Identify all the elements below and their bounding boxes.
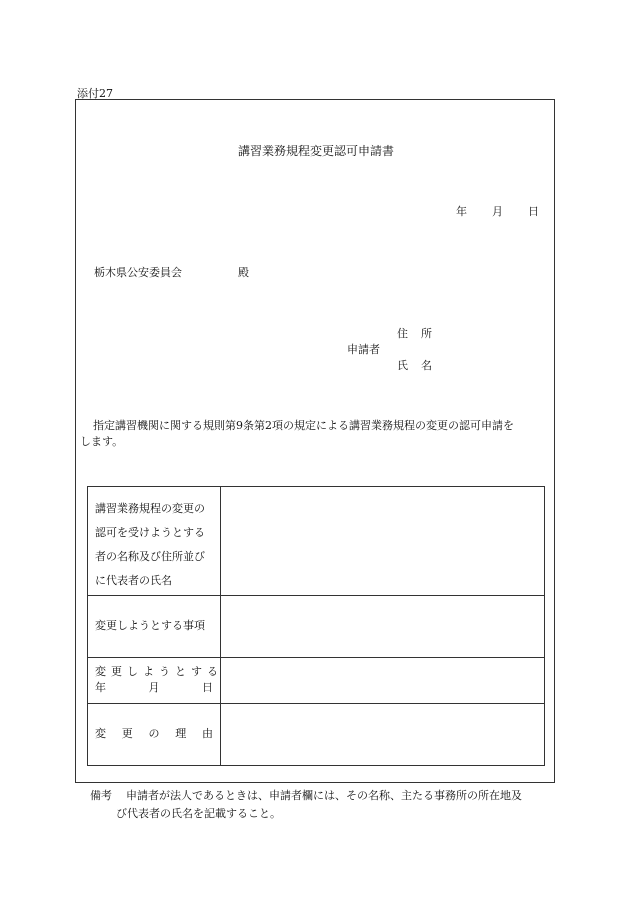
note-line2: び代表者の氏名を記載すること。 <box>116 807 281 820</box>
row4-char4: 理 <box>175 727 187 740</box>
addressee: 栃木県公安委員会 <box>94 266 182 279</box>
applicant-label: 申請者 <box>347 343 380 356</box>
body-text-line2: します。 <box>80 435 124 448</box>
row4-label <box>95 723 213 745</box>
address-label-char1: 住 <box>397 327 408 340</box>
row4-char2: 更 <box>121 727 133 740</box>
month-label: 月 <box>492 205 503 218</box>
year-label: 年 <box>456 205 467 218</box>
day-label: 日 <box>528 205 539 218</box>
row4-char3: の <box>148 727 160 740</box>
row1-label-line2: 認可を受けようとする <box>95 526 205 539</box>
row2-label: 変更しようとする事項 <box>95 619 205 632</box>
note-label: 備考 <box>90 789 112 802</box>
row1-label-line4: に代表者の氏名 <box>95 574 172 587</box>
address-label-char2: 所 <box>421 327 432 340</box>
name-label-char1: 氏 <box>397 359 408 372</box>
table-row-divider <box>88 703 544 704</box>
row4-char1: 変 <box>95 727 106 740</box>
body-text-line1: 指定講習機関に関する規則第9条第2項の規定による講習業務規程の変更の認可申請を <box>93 419 514 432</box>
note-line1: 申請者が法人であるときは、申請者欄には、その名称、主たる事務所の所在地及 <box>126 789 522 802</box>
row3-label-line2 <box>95 677 213 699</box>
attachment-label: 添付27 <box>77 87 113 100</box>
row3-label-line1: 変更しようとする <box>95 665 223 678</box>
row1-label-line3: 者の名称及び住所並び <box>95 550 205 563</box>
table-row-divider <box>88 657 544 658</box>
name-label-char2: 名 <box>421 359 432 372</box>
table-column-divider <box>220 487 221 765</box>
row3-year: 年 <box>95 681 106 694</box>
row3-month: 月 <box>148 681 160 694</box>
row1-label-line1: 講習業務規程の変更の <box>95 502 205 515</box>
row4-char5: 由 <box>202 727 213 740</box>
form-table <box>87 486 545 766</box>
table-row-divider <box>88 595 544 596</box>
document-title: 講習業務規程変更認可申請書 <box>238 144 395 158</box>
honorific: 殿 <box>238 266 249 279</box>
row3-day: 日 <box>202 681 213 694</box>
